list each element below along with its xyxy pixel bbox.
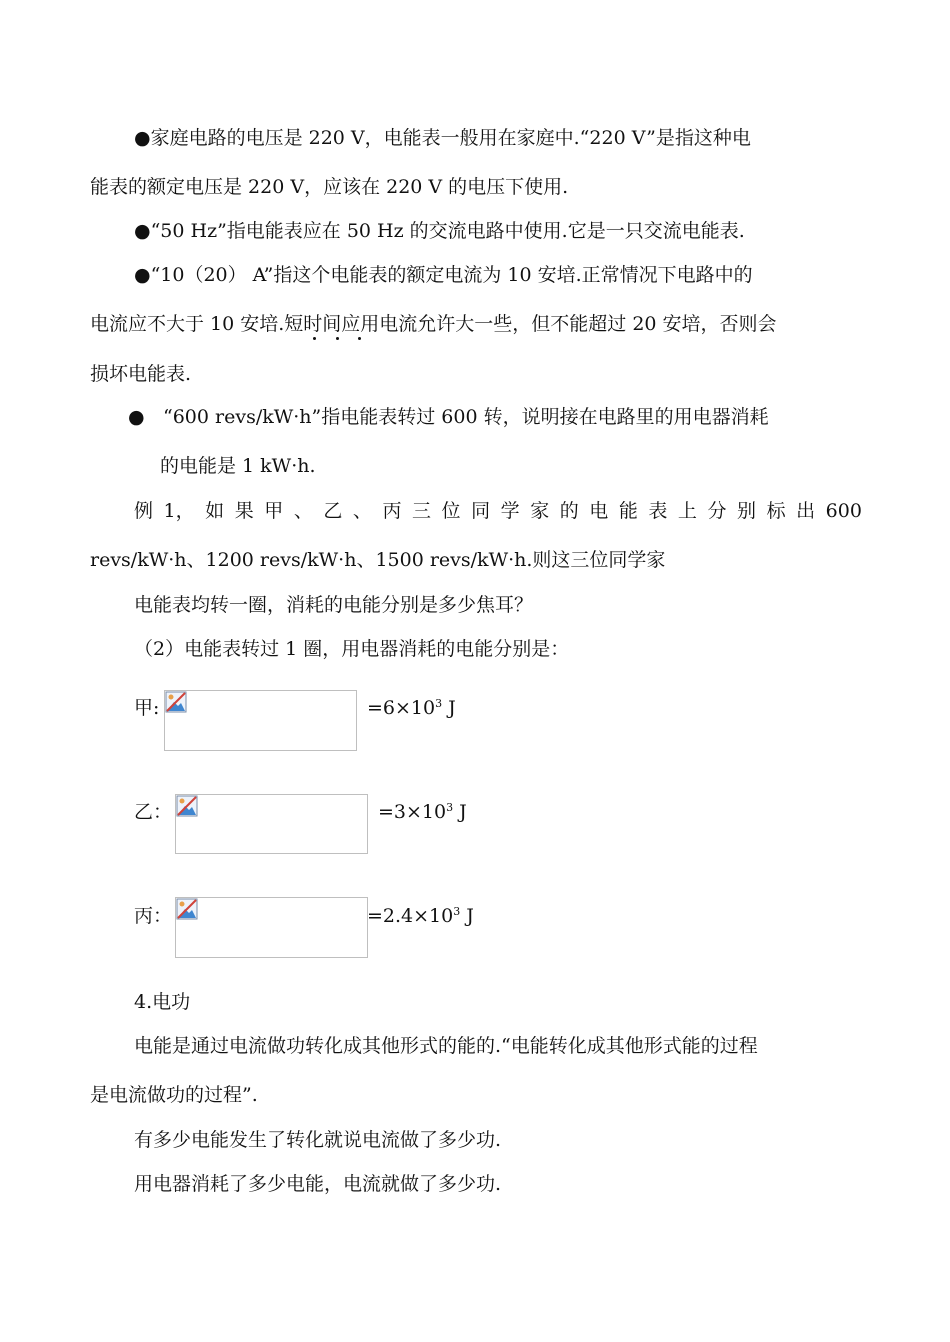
broken-image-formula-jia — [164, 690, 357, 751]
paragraph-frequency: ●“50 Hz”指电能表应在 50 Hz 的交流电路中使用.它是一只交流电能表. — [134, 220, 745, 242]
answer-jia-value: $=6\times 10^3$ J — [367, 697, 456, 719]
bullet-icon: ● — [128, 406, 145, 428]
answer-jia-label: 甲: — [134, 697, 160, 719]
broken-image-icon — [176, 795, 198, 817]
paragraph-revs-line1: “600 revs/kW·h”指电能表转过 600 转，说明接在电路里的用电器消耗 — [163, 406, 769, 428]
paragraph-current-line2: 电流应不大于 10 安培.短时间应用电流允许大一些，但不能超过 20 安培，否则会 — [90, 313, 777, 335]
paragraph-current-line3: 损坏电能表. — [90, 363, 192, 385]
answer-bing-value: $=2.4\times 10^3$ J — [367, 905, 474, 927]
broken-image-formula-yi — [175, 794, 368, 854]
paragraph-voltage-line1: ●家庭电路的电压是 220 V，电能表一般用在家庭中.“220 V”是指这种电 — [134, 127, 751, 149]
example-line3: 电能表均转一圈，消耗的电能分别是多少焦耳？ — [134, 594, 534, 616]
section4-para3: 用电器消耗了多少电能，电流就做了多少功. — [134, 1173, 502, 1195]
answer-yi-label: 乙： — [134, 801, 173, 823]
section4-heading: 4.电功 — [134, 991, 191, 1013]
answer-yi-value: $=3\times 10^3$ J — [378, 801, 467, 823]
broken-image-icon — [165, 691, 187, 713]
paragraph-current-line1: ●“10（20） A”指这个电能表的额定电流为 10 安培.正常情况下电路中的 — [134, 264, 753, 286]
paragraph-voltage-line2: 能表的额定电压是 220 V，应该在 220 V 的电压下使用. — [90, 176, 569, 198]
answer-bing-label: 丙： — [134, 905, 173, 927]
example-line2: revs/kW·h、1200 revs/kW·h、1500 revs/kW·h.则这三位同学家 — [90, 549, 666, 571]
section4-para1-line2: 是电流做功的过程”. — [90, 1084, 258, 1106]
paragraph-revs-line2: 的电能是 1 kW·h. — [160, 455, 316, 477]
example-line4: （2）电能表转过 1 圈，用电器消耗的电能分别是： — [134, 638, 570, 660]
section4-para1-line1: 电能是通过电流做功转化成其他形式的能的.“电能转化成其他形式能的过程 — [134, 1035, 758, 1057]
broken-image-icon — [176, 898, 198, 920]
section4-para2: 有多少电能发生了转化就说电流做了多少功. — [134, 1129, 502, 1151]
example-line1: 例 1， 如 果 甲 、 乙 、 丙 三 位 同 学 家 的 电 能 表 上 分 别 标 出 600 — [134, 500, 862, 522]
broken-image-formula-bing — [175, 897, 368, 958]
